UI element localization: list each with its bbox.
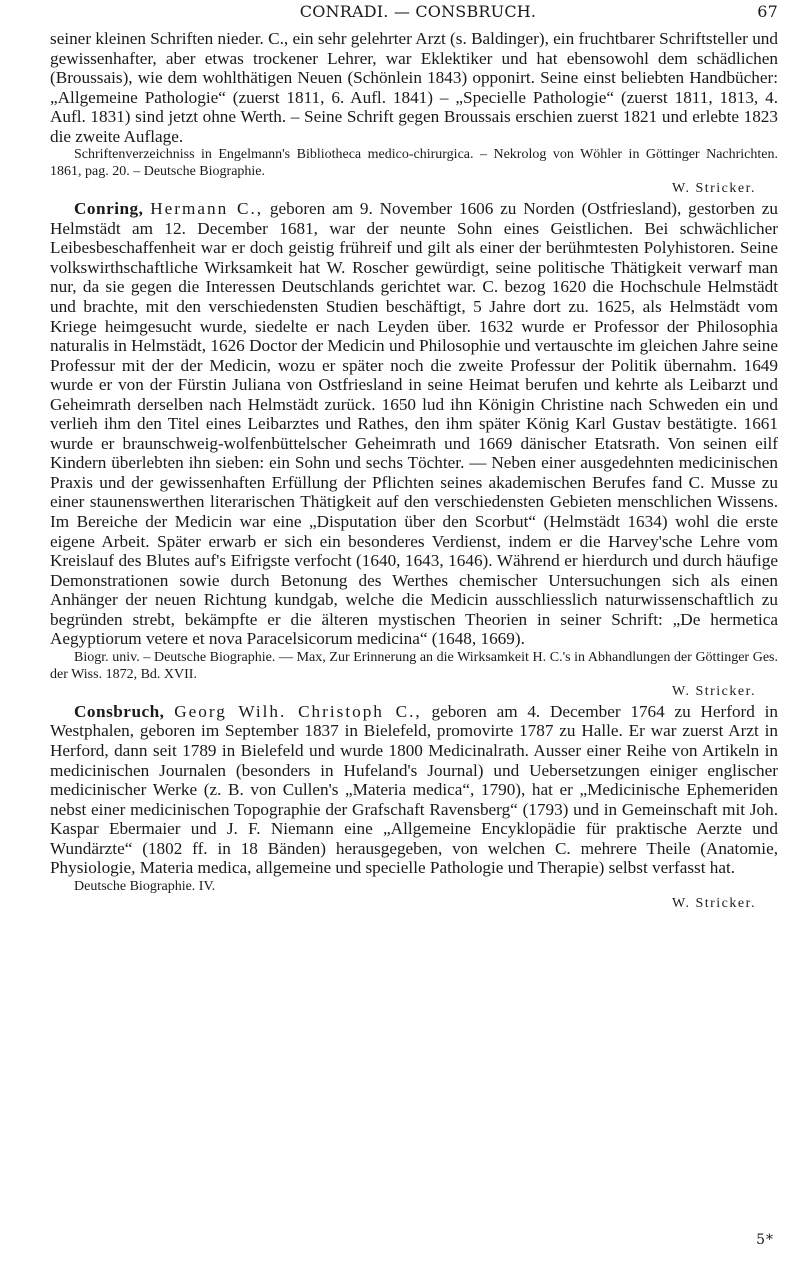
conring-text: geboren am 9. November 1606 zu Norden (Ostfriesland), gestorben zu Helmstädt am 12. December 1681, war der neunte Sohn eines Geistlichen. Bei schwächlicher Leibesbeschaffenheit war er doch geistig frühreif und gilt als einer der berühmtesten Polyhistoren. Seine volkswirthschaftliche Wirksamkeit hat W. Roscher gewürdigt, seine politische Thätigkeit verwarf man nur, da sie gegen die Interessen Deutschlands gerichtet war. C. bezog 1620 die Hochschule Helmstädt und brachte, mit den verschiedensten Studien beschäftigt, 5 Jahre dort zu. 1625, als Helmstädt vom Kriege heimgesucht wurde, siedelte er nach Leyden über. 1632 wurde er Professor der Philosophia naturalis in Helmstädt, 1626 Doctor der Medicin und Philosophie und vertauschte im gleichen Jahre seine Professur mit der der Medicin, wozu er später noch die zweite Professur der Politik übernahm. 1649 wurde er von der Fürstin Juliana von Ostfriesland in seine Heimat berufen und kehrte als Leibarzt und Geheimrath derselben nach Helmstädt zurück. 1650 lud ihn Königin Christine nach Schweden ein und verlieh ihm den Titel eines Leibarztes und Rathes, den ihm später König Karl Gustav bestätigte. 1661 wurde er braunschweig-wolfenbüttelscher Geheimrath und 1669 dänischer Etatsrath. Von seinen eilf Kindern überlebten ihn sieben: ein Sohn und sechs Töchter. — Neben einer ausgedehnten medicinischen Praxis und der gewissenhaften Erfüllung der Pflichten seines akademischen Berufes fand C. Musse zu einer staunenswerthen literarischen Thätigkeit auf den verschiedensten Gebieten menschlichen Wissens. Im Bereiche der Medicin war eine „Disputation über den Scorbut“ (Helmstädt 1634) wohl die erste eigene Arbeit. Später erwarb er sich ein besonderes Verdienst, indem er die Harvey'sche Lehre vom Kreislauf des Blutes auf's Eifrigste verfocht (1640, 1643, 1646). Während er hierdurch und durch häufige Demonstrationen sowie durch Betonung des Werthes chemischer Untersuchungen sich als einen Anhänger der neuen Richtung kundgab, welche die Medicin ausschliesslich naturwissenschaftlich zu begründen strebt, bekämpfte er die älteren mystischen Theorien in seiner Schrift: „De hermetica Aegyptiorum vetere et nova Paracelsicorum medicina“ (1648, 1669). xyxy=(50,199,779,649)
consbruch-signature: W. Stricker. xyxy=(672,895,756,911)
consbruch-headword: Consbruch, xyxy=(74,701,165,721)
conradi-entry-continuation: seiner kleinen Schriften nieder. C., ein sehr gelehrter Arzt (s. Baldinger), ein fruchtbarer Schriftsteller und gewissenhafter, aber etwas trockener Lehrer, war Eklektiker und hat ebensowohl dem schädlichen (Broussais), wie dem wohlthätigen Neuen (Schönlein 1843) opponirt. Seine einst beliebten Handbücher: „Allgemeine Pathologie“ (zuerst 1811, 6. Aufl. 1841) – „Specielle Pathologie“ (zuerst 1811, 1813, 4. Aufl. 1831) sind jetzt ohne Werth. – Seine Schrift gegen Broussais erschien zuerst 1821 und erlebte 1823 die zweite Auflage. xyxy=(50,29,778,146)
consbruch-text: geboren am 4. December 1764 zu Herford in Westphalen, geboren im September 1837 in Bielefeld, promovirte 1787 zu Halle. Er war zuerst Arzt in Herford, dann seit 1789 in Bielefeld und wurde 1800 Medicinalrath. Ausser einer Reihe von Artikeln in medicinischen Journalen (besonders in Hufeland's Journal) und Uebersetzungen einiger englischer medicinischer Werke (z. B. von Cullen's „Materia medica“, 1790), hat er „Medicinische Ephemeriden nebst einer medicinischen Topographie der Grafschaft Ravensberg“ (1793) und in Gemeinschaft mit Joh. Kaspar Ebermaier und J. F. Niemann eine „Allgemeine Encyklopädie für praktische Aerzte und Wundärzte“ (1802 ff. in 18 Bänden) herausgegeben, von welchen C. mehrere Theile (Anatomie, Physiologie, Materia medica, allgemeine und specielle Pathologie und Therapie) selbst verfasst hat. xyxy=(50,701,779,878)
consbruch-references: Deutsche Biographie. IV. xyxy=(74,878,216,894)
consbruch-entry xyxy=(50,702,778,878)
conring-references: Biogr. univ. – Deutsche Biographie. — Max, Zur Erinnerung an die Wirksamkeit H. C.'s in Abhandlungen der Göttinger Ges. der Wiss. 1872, Bd. XVII. xyxy=(50,649,778,682)
page-number: 67 xyxy=(757,2,778,21)
conring-headword: Conring, xyxy=(74,199,144,219)
running-head-title: CONRADI. — CONSBRUCH. xyxy=(299,2,537,21)
conradi-signature: W. Stricker. xyxy=(672,181,756,197)
running-head xyxy=(58,2,778,26)
conring-name: Hermann C., xyxy=(150,199,264,219)
consbruch-name: Georg Wilh. Christoph C., xyxy=(174,701,422,721)
printer-signature-mark: 5* xyxy=(756,1232,774,1248)
body-text xyxy=(50,29,778,912)
conradi-references: Schriftenverzeichniss in Engelmann's Bibliotheca medico-chirurgica. – Nekrolog von Wöhler in Göttinger Nachrichten. 1861, pag. 20. – Deutsche Biographie. xyxy=(50,147,778,180)
conring-entry xyxy=(50,199,778,649)
conring-signature: W. Stricker. xyxy=(672,683,756,699)
